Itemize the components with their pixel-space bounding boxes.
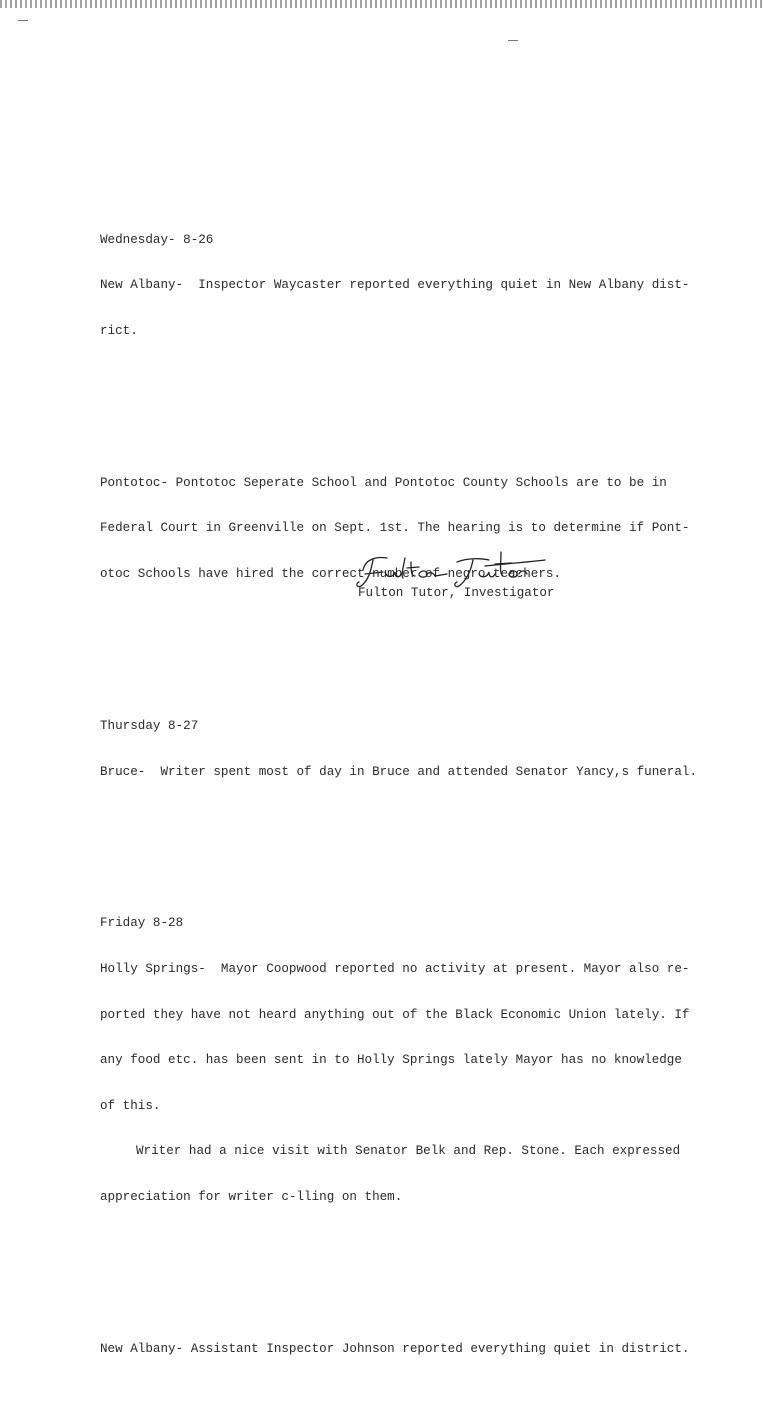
scanned-top-edge [0, 0, 763, 8]
signature-block [355, 548, 575, 608]
new-albany-entry [100, 1311, 700, 1387]
date-heading: Thursday 8-27 [100, 718, 199, 733]
text-line: Holly Springs- Mayor Coopwood reported no activity at present. Mayor also re- [100, 961, 690, 976]
text-line: of this. [100, 1098, 161, 1113]
scan-mark [18, 20, 28, 21]
date-heading: Wednesday- 8-26 [100, 232, 214, 247]
text-line: appreciation for writer c-lling on them. [100, 1190, 403, 1204]
text-line: Pontotoc- Pontotoc Seperate School and Pontotoc County Schools are to be in [100, 475, 667, 490]
text-line: rict. [100, 324, 138, 339]
date-heading: Friday 8-28 [100, 916, 184, 931]
text-line: New Albany- Inspector Waycaster reported everything quiet in New Albany dist- [100, 278, 690, 293]
friday-entry [100, 886, 700, 1236]
text-line-indented: Writer had a nice visit with Senator Belk and Rep. Stone. Each expressed [136, 1144, 681, 1159]
thursday-entry [100, 689, 700, 811]
scan-mark [508, 40, 518, 41]
text-line: New Albany- Assistant Inspector Johnson reported everything quiet in district. [100, 1341, 690, 1356]
typed-signature: Fulton Tutor, Investigator [358, 586, 555, 600]
text-line: ported they have not heard anything out of the Black Economic Union lately. If [100, 1007, 690, 1022]
text-line: any food etc. has been sent in to Holly Springs lately Mayor has no knowledge [100, 1053, 682, 1068]
text-line: otoc Schools have hired the correct number of negro teachers. [100, 567, 562, 582]
text-line: Federal Court in Greenville on Sept. 1st. The hearing is to determine if Pont- [100, 521, 690, 536]
text-line: Bruce- Writer spent most of day in Bruce and attended Senator Yancy,s funeral. [100, 764, 698, 779]
wednesday-entry [100, 202, 700, 369]
report-body [100, 172, 700, 1403]
